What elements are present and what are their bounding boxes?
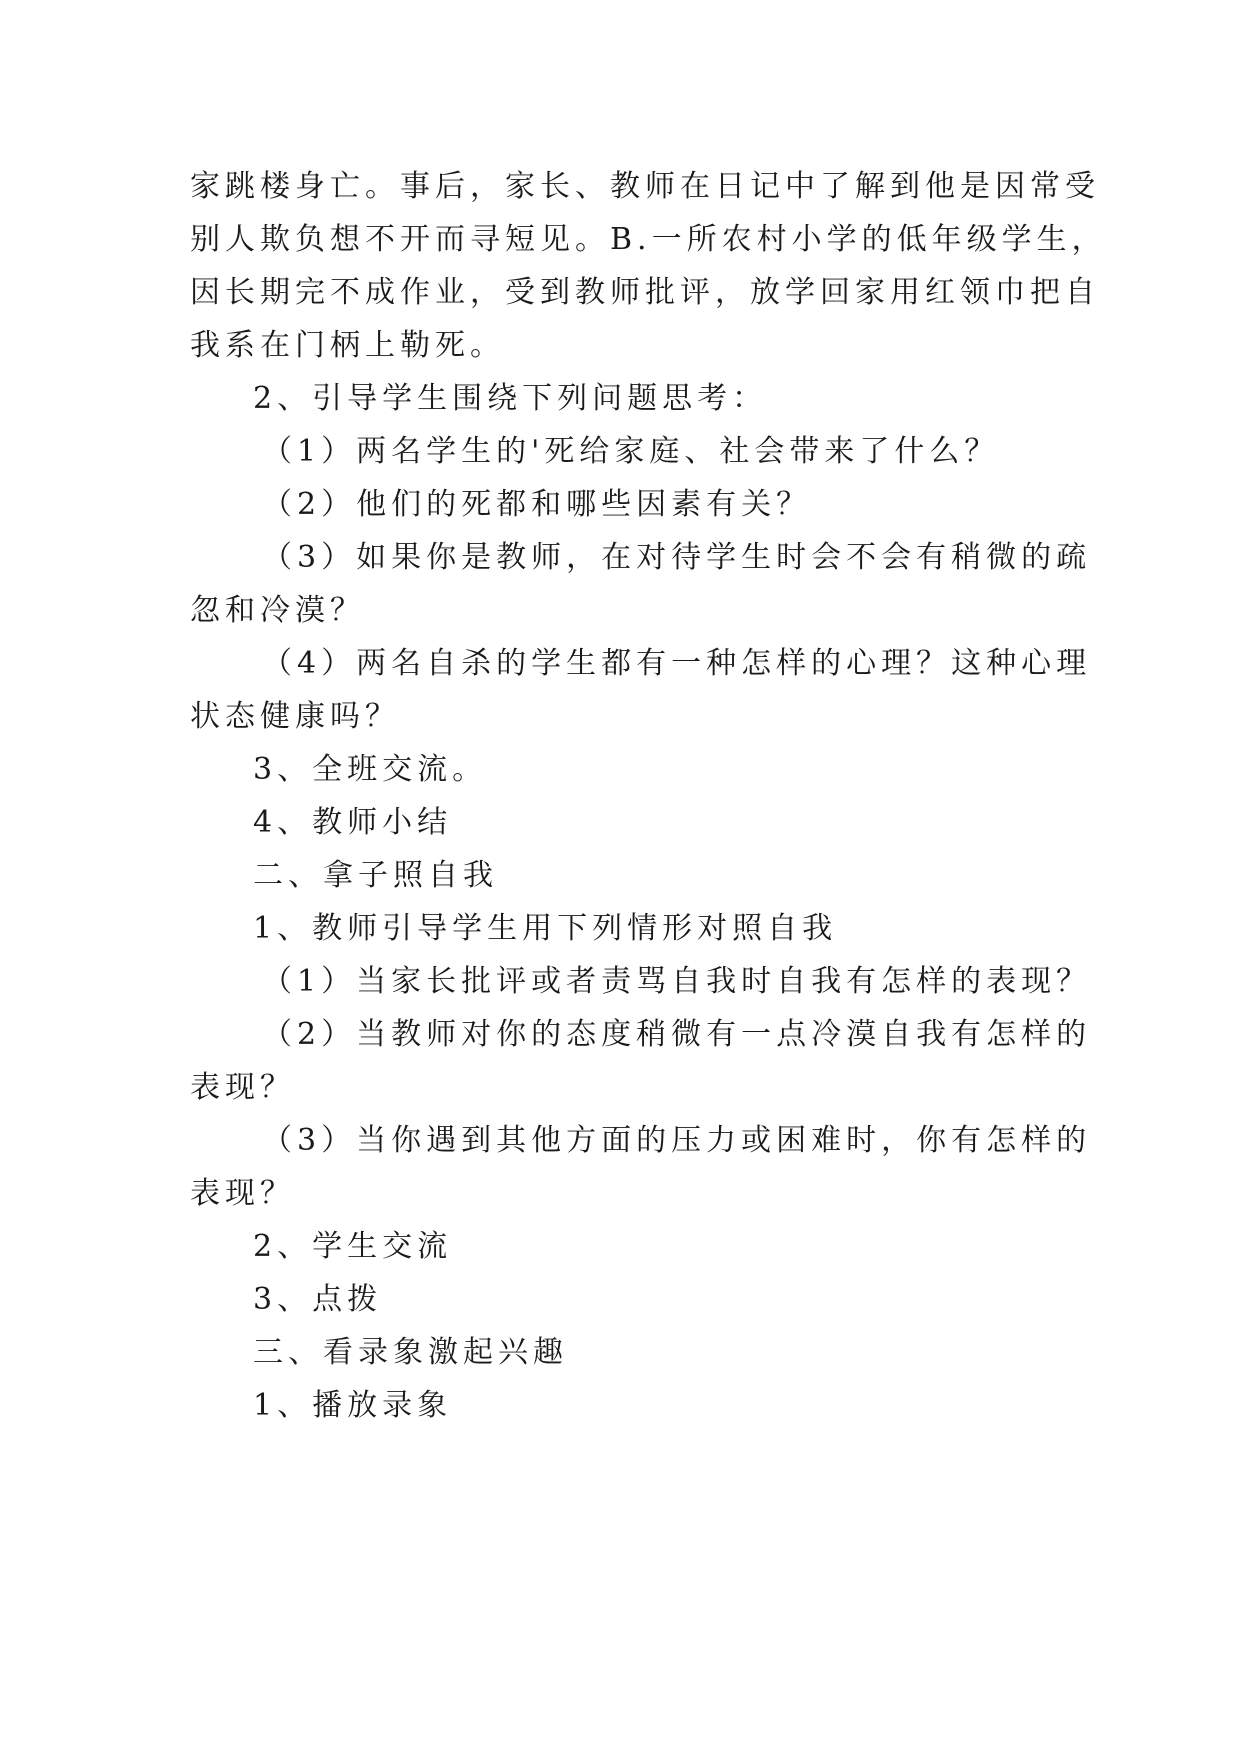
text-line: （1）两名学生的'死给家庭、社会带来了什么？ (262, 434, 1000, 469)
text-line: 我系在门柄上勒死。 (190, 328, 505, 363)
text-line: 别人欺负想不开而寻短见。B.一所农村小学的低年级学生， (190, 222, 1107, 257)
text-line: 4、教师小结 (253, 805, 453, 840)
section-heading: 三、看录象激起兴趣 (253, 1335, 568, 1370)
text-line: 表现？ (190, 1176, 295, 1211)
text-line: 家跳楼身亡。事后，家长、教师在日记中了解到他是因常受 (190, 169, 1100, 204)
text-line: （2）当教师对你的态度稍微有一点冷漠自我有怎样的 (262, 1017, 1092, 1052)
text-line: （1）当家长批评或者责骂自我时自我有怎样的表现？ (262, 964, 1092, 999)
text-line: 2、引导学生围绕下列问题思考： (253, 381, 768, 416)
text-line: 1、播放录象 (253, 1388, 453, 1423)
text-line: （4）两名自杀的学生都有一种怎样的心理？这种心理 (262, 646, 1092, 681)
text-line: 状态健康吗？ (190, 699, 400, 734)
text-line: 表现？ (190, 1070, 295, 1105)
text-line: 1、教师引导学生用下列情形对照自我 (253, 911, 838, 946)
text-line: 3、点拨 (253, 1282, 383, 1317)
text-line: 2、学生交流 (253, 1229, 453, 1264)
text-line: 因长期完不成作业，受到教师批评，放学回家用红领巾把自 (190, 275, 1100, 310)
section-heading: 二、拿子照自我 (253, 858, 498, 893)
text-line: 3、全班交流。 (253, 752, 488, 787)
text-line: （3）当你遇到其他方面的压力或困难时，你有怎样的 (262, 1123, 1092, 1158)
text-line: （2）他们的死都和哪些因素有关？ (262, 487, 812, 522)
text-line: （3）如果你是教师，在对待学生时会不会有稍微的疏 (262, 540, 1092, 575)
text-line: 忽和冷漠？ (190, 593, 365, 628)
